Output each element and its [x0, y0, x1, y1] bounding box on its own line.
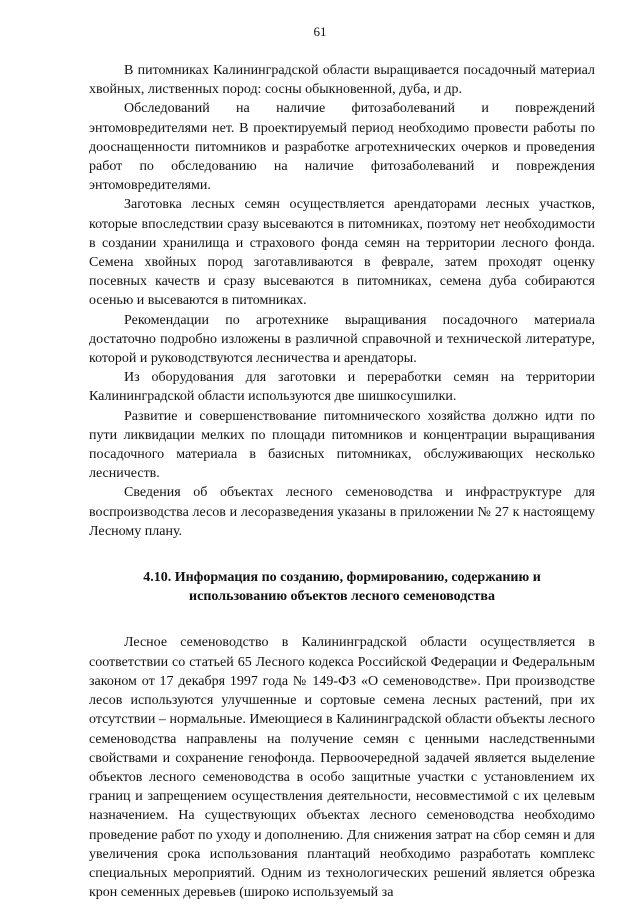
- section-heading: [89, 568, 595, 606]
- paragraph-equipment: Из оборудования для заготовки и переработки семян на территории Калининградской области используются две шишкосушилки.: [89, 370, 595, 405]
- paragraph-seed-breeding: Лесное семеноводство в Калининградской области осуществляется в соответствии со статьей 65 Лесного кодекса Российской Федерации и Федеральным законом от 17 декабря 1997 года № 149-ФЗ «О семеноводстве». При производстве лесов используются улучшенные и сортовые семена лесных растений, при их отсутствии – нормальные. Имеющиеся в Калининградской области объекты лесного семеноводства направлены на получение семян с ценными наследственными свойствами и сохранение генофонда. Первоочередной задачей является выделение объектов лесного семеноводства в особо защитные участки с установлением их границ и запрещением осуществления деятельности, несовместимой с их целевым назначением. На существующих объектах лесного семеноводства необходимо проведение работ по уходу и дополнению. Для снижения затрат на сбор семян и для увеличения срока использования плантаций необходимо разработать комплекс специальных мероприятий. Одним из технологических решений является обрезка крон семенных деревьев (широко используемый за: [89, 635, 595, 901]
- paragraph-nursery-development: Развитие и совершенствование питомнического хозяйства должно идти по пути ликвидации мелких по площади питомников и концентрации выращивания посадочного материала в базисных питомниках, обслуживающих несколько лесничеств.: [89, 408, 595, 482]
- section-heading-line-1: 4.10. Информация по созданию, формированию, содержанию и: [143, 570, 541, 586]
- paragraph-phytodiseases: Обследований на наличие фитозаболеваний и повреждений энтомовредителями нет. В проектируемый период необходимо провести работы по дооснащенности питомников и разработке агротехнических очерков и проведения работ по обследованию на наличие фитозаболеваний и повреждения энтомовредителями.: [89, 101, 595, 194]
- paragraph-agrotechnics: Рекомендации по агротехнике выращивания посадочного материала достаточно подробно изложены в различной справочной и технической литературе, которой и руководствуются лесничества и арендаторы.: [89, 312, 595, 367]
- document-body: [89, 61, 595, 902]
- page-number: 61: [313, 24, 327, 39]
- section-heading-line-2: использованию объектов лесного семеноводства: [189, 589, 495, 605]
- paragraph-seed-harvesting: Заготовка лесных семян осуществляется арендаторами лесных участков, которые впоследствии сразу высеваются в питомниках, поэтому нет необходимости в создании хранилища и страхового фонда семян на территории лесного фонда. Семена хвойных пород заготавливаются в феврале, затем проходят оценку посевных качеств и сразу высеваются в питомниках, семена дуба собираются осенью и высеваются в питомниках.: [89, 197, 595, 309]
- paragraph-nurseries: В питомниках Калининградской области выращивается посадочный материал хвойных, лиственных пород: сосны обыкновенной, дуба, и др.: [89, 63, 595, 98]
- paragraph-appendix-reference: Сведения об объектах лесного семеноводства и инфраструктуре для воспроизводства лесов и лесоразведения указаны в приложении № 27 к настоящему Лесному плану.: [89, 485, 595, 539]
